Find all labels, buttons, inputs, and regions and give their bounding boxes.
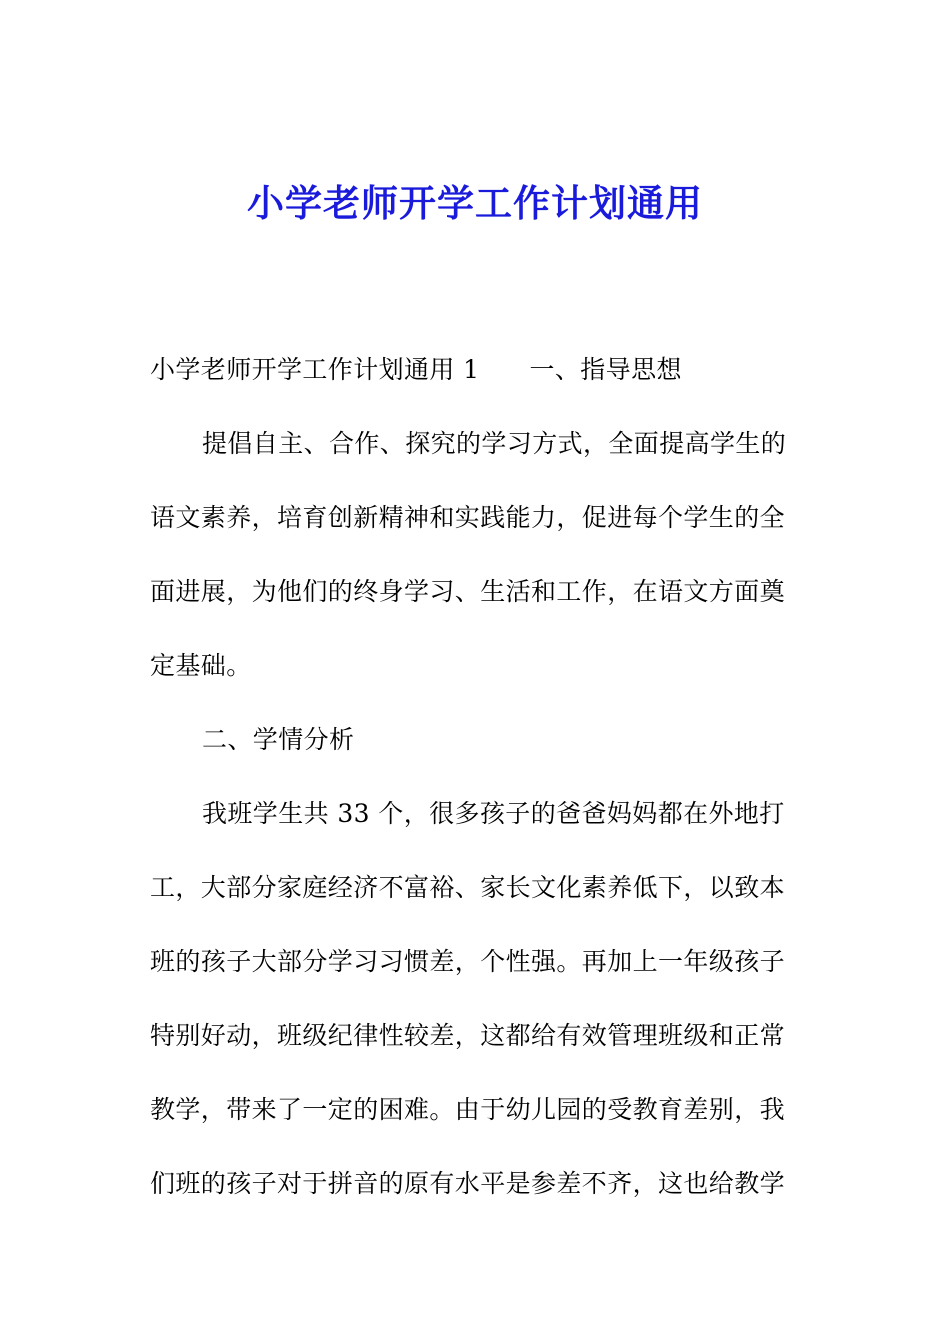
document-body [150, 333, 800, 1221]
body-line-7: 我班学生共 33 个，很多孩子的爸爸妈妈都在外地打 [202, 799, 785, 828]
section-heading-guiding-thought: 一、指导思想 [529, 355, 682, 384]
body-line-3: 语文素养，培育创新精神和实践能力，促进每个学生的全 [150, 503, 786, 532]
body-line-2: 提倡自主、合作、探究的学习方式，全面提高学生的 [202, 429, 787, 458]
document-title: 小学老师开学工作计划通用 [247, 181, 703, 225]
body-line-1 [150, 333, 800, 407]
section-heading-plan: 小学老师开学工作计划通用 1 [150, 355, 480, 384]
section-heading-analysis: 二、学情分析 [202, 725, 355, 754]
body-line-5: 定基础。 [150, 651, 252, 680]
body-line-4: 面进展，为他们的终身学习、生活和工作，在语文方面奠 [150, 577, 786, 606]
body-line-10: 特别好动，班级纪律性较差，这都给有效管理班级和正常 [150, 1021, 786, 1050]
body-line-8: 工，大部分家庭经济不富裕、家长文化素养低下，以致本 [150, 873, 786, 902]
body-line-9: 班的孩子大部分学习习惯差，个性强。再加上一年级孩子 [150, 947, 786, 976]
body-line-11: 教学，带来了一定的困难。由于幼儿园的受教育差别，我 [150, 1095, 786, 1124]
body-line-12: 们班的孩子对于拼音的原有水平是参差不齐，这也给教学 [150, 1169, 786, 1198]
